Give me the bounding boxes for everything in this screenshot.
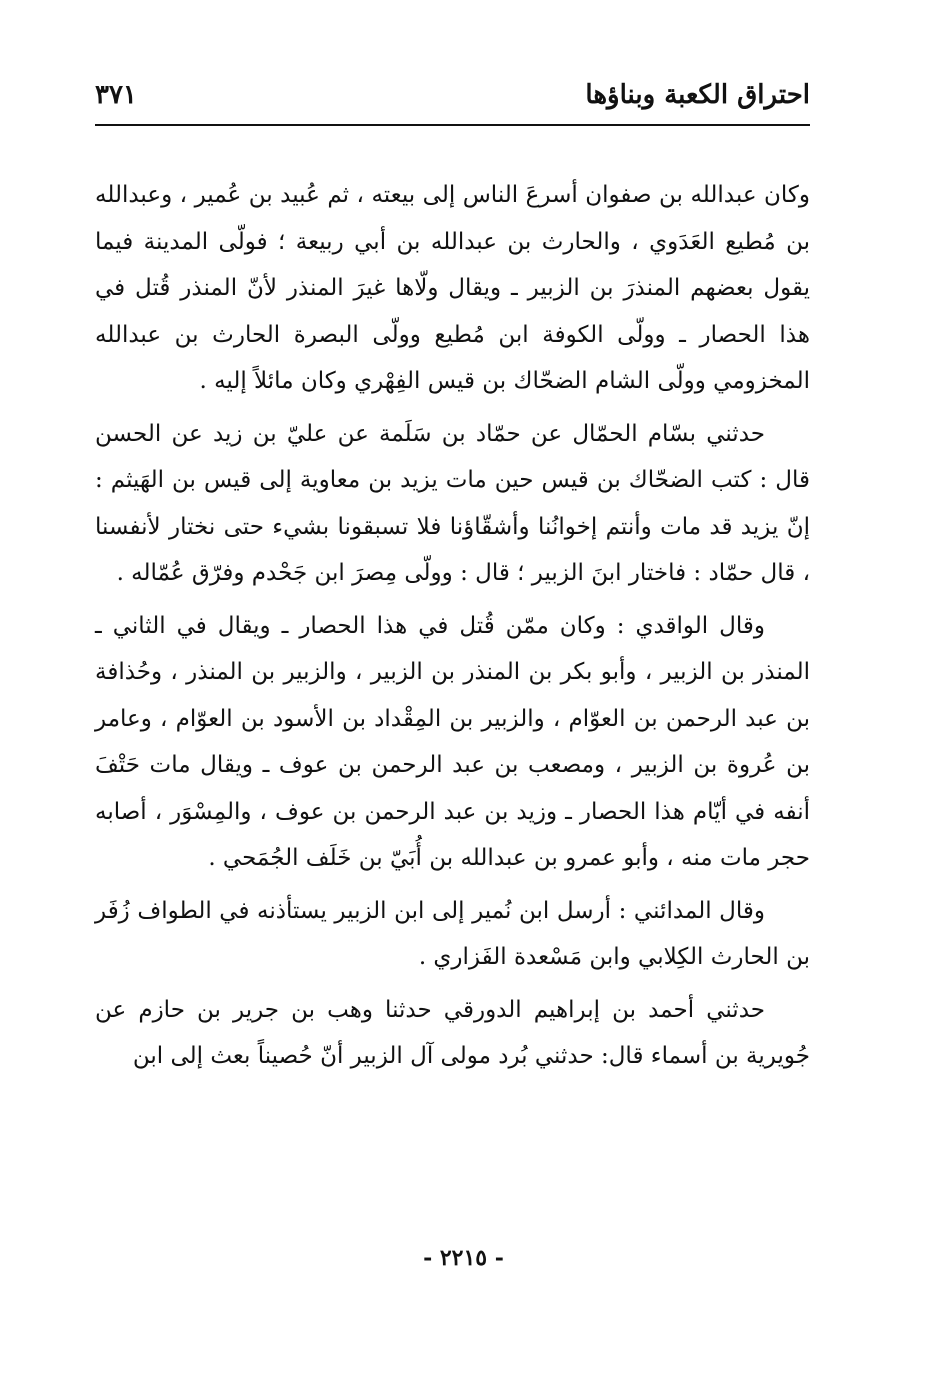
- page-marker: - ٢٢١٥ -: [423, 1245, 504, 1271]
- paragraph-2: حدثني بسّام الحمّال عن حمّاد بن سَلَمة عن عليّ بن زيد عن الحسن قال : كتب الضحّاك بن قيس حين مات يزيد بن معاوية إلى قيس بن الهَيثم : إنّ يزيد قد مات وأنتم إخوانُنا وأشقّاؤنا فلا تسبقونا بشيء حتى نختار لأنفسنا ، قال حمّاد : فاختار ابنَ الزبير ؛ قال : وولّى مِصرَ ابن جَحْدم وفرّق عُمّاله .: [95, 420, 810, 586]
- body-text: [95, 172, 810, 1086]
- chapter-title: احتراق الكعبة وبناؤها: [585, 80, 810, 110]
- paragraph-3: وقال الواقدي : وكان ممّن قُتل في هذا الحصار ـ ويقال في الثاني ـ المنذر بن الزبير ، وأبو بكر بن المنذر بن الزبير ، والزبير بن المنذر ، وحُذافة بن عبد الرحمن بن العوّام ، والزبير بن المِقْداد بن الأسود بن العوّام ، وعامر بن عُروة بن الزبير ، ومصعب بن عبد الرحمن بن عوف ـ ويقال مات حَتْفَ أنفه في أيّام هذا الحصار ـ وزيد بن عبد الرحمن بن عوف ، والمِسْوَر ، أصابه حجر مات منه ، وأبو عمرو بن عبدالله بن أُبَيّ بن خَلَف الجُمَحي .: [95, 612, 810, 871]
- paragraph-5: حدثني أحمد بن إبراهيم الدورقي حدثنا وهب بن جرير بن حازم عن جُويرية بن أسماء قال: حدثني بُرد مولى آل الزبير أنّ حُصيناً بعث إلى ابن: [95, 996, 810, 1069]
- page-number: ٣٧١: [95, 80, 137, 110]
- paragraph-4: وقال المدائني : أرسل ابن نُمير إلى ابن الزبير يستأذنه في الطواف زُفَر بن الحارث الكِلابي وابن مَسْعدة الفَزاري .: [95, 897, 810, 970]
- header-rule: [95, 124, 810, 126]
- running-header: [95, 78, 810, 126]
- paragraph-1: وكان عبدالله بن صفوان أسرعَ الناس إلى بيعته ، ثم عُبيد بن عُمير ، وعبدالله بن مُطيع العَدَوي ، والحارث بن عبدالله بن أبي ربيعة ؛ فولّى المدينة فيما يقول بعضهم المنذرَ بن الزبير ـ ويقال ولّاها غيرَ المنذر لأنّ المنذر قُتل في هذا الحصار ـ وولّى الكوفة ابن مُطيع وولّى البصرة الحارث بن عبدالله المخزومي وولّى الشام الضحّاك بن قيس الفِهْري وكان مائلاً إليه .: [95, 182, 810, 394]
